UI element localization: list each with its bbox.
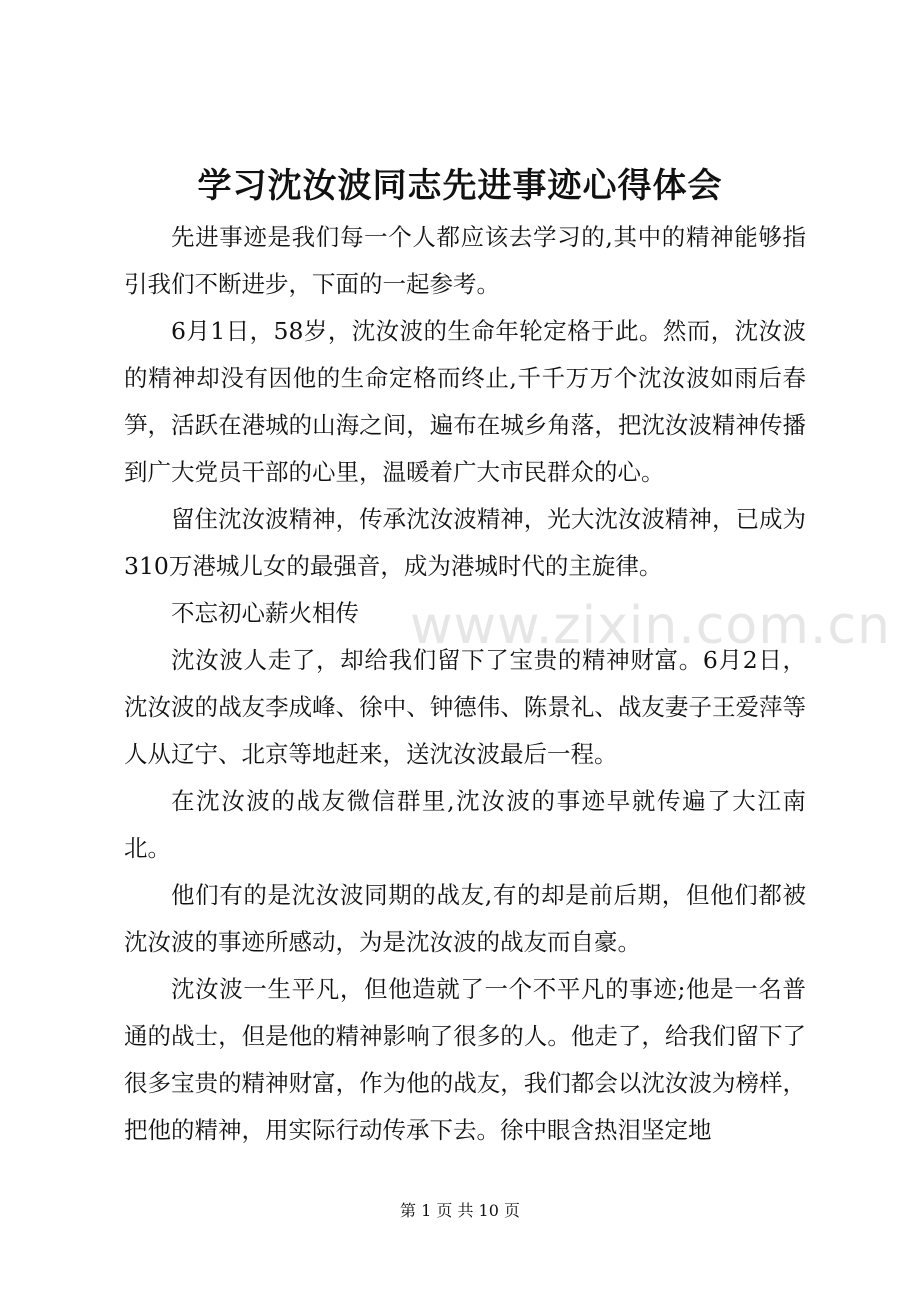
page-number: 第 1 页 共 10 页 [400,1201,520,1220]
watermark: www.zixin.com.cn [410,596,891,656]
document-body [124,214,806,1154]
document-title: 学习沈汝波同志先进事迹心得体会 [197,166,723,206]
paragraph: 在沈汝波的战友微信群里,沈汝波的事迹早就传遍了大江南北。 [124,787,806,862]
paragraph: 他们有的是沈汝波同期的战友,有的却是前后期，但他们都被沈汝波的事迹所感动，为是沈汝波的战友而自豪。 [124,881,806,956]
section-heading: 不忘初心薪火相传 [171,599,359,627]
paragraph: 留住沈汝波精神，传承沈汝波精神，光大沈汝波精神，已成为310万港城儿女的最强音，成为港城时代的主旋律。 [124,505,806,580]
paragraph: 6月1日，58岁，沈汝波的生命年轮定格于此。然而，沈汝波的精神却没有因他的生命定格而终止,千千万万个沈汝波如雨后春笋，活跃在港城的山海之间，遍布在城乡角落，把沈汝波精神传播到广大党员干部的心里，温暖着广大市民群众的心。 [124,317,806,486]
paragraph: 先进事迹是我们每一个人都应该去学习的,其中的精神能够指引我们不断进步，下面的一起参考。 [124,223,806,298]
paragraph: 沈汝波人走了，却给我们留下了宝贵的精神财富。6月2日，沈汝波的战友李成峰、徐中、钟德伟、陈景礼、战友妻子王爱萍等人从辽宁、北京等地赶来，送沈汝波最后一程。 [124,646,806,768]
paragraph: 沈汝波一生平凡，但他造就了一个不平凡的事迹;他是一名普通的战士，但是他的精神影响了很多的人。他走了，给我们留下了很多宝贵的精神财富，作为他的战友，我们都会以沈汝波为榜样，把他的精神，用实际行动传承下去。徐中眼含热泪坚定地 [124,975,806,1144]
